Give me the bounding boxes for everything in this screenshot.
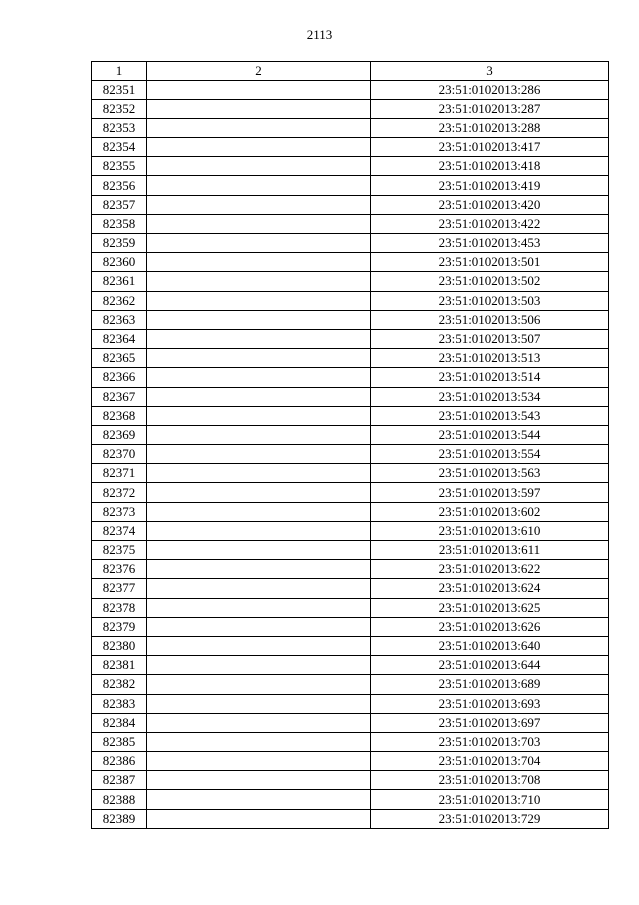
row-number-cell: 82355 [92,157,147,176]
cadastral-number-cell: 23:51:0102013:624 [371,579,609,598]
table-row [92,598,609,617]
empty-cell [147,157,371,176]
row-number-cell: 82376 [92,560,147,579]
row-number-cell: 82387 [92,771,147,790]
column-header-2: 2 [147,62,371,81]
table-row [92,138,609,157]
table-body [92,80,609,828]
table-row [92,176,609,195]
row-number-cell: 82366 [92,368,147,387]
empty-cell [147,675,371,694]
cadastral-number-cell: 23:51:0102013:729 [371,809,609,828]
cadastral-number-cell: 23:51:0102013:710 [371,790,609,809]
empty-cell [147,253,371,272]
cadastral-number-cell: 23:51:0102013:286 [371,80,609,99]
empty-cell [147,425,371,444]
row-number-cell: 82359 [92,234,147,253]
row-number-cell: 82364 [92,329,147,348]
row-number-cell: 82356 [92,176,147,195]
cadastral-number-cell: 23:51:0102013:288 [371,118,609,137]
table-row [92,790,609,809]
table-row [92,272,609,291]
cadastral-number-cell: 23:51:0102013:693 [371,694,609,713]
cadastral-number-cell: 23:51:0102013:563 [371,464,609,483]
empty-cell [147,790,371,809]
row-number-cell: 82353 [92,118,147,137]
cadastral-number-cell: 23:51:0102013:708 [371,771,609,790]
table-row [92,387,609,406]
empty-cell [147,118,371,137]
row-number-cell: 82379 [92,617,147,636]
empty-cell [147,176,371,195]
table-row [92,310,609,329]
empty-cell [147,310,371,329]
cadastral-number-cell: 23:51:0102013:697 [371,713,609,732]
cadastral-number-cell: 23:51:0102013:417 [371,138,609,157]
empty-cell [147,214,371,233]
cadastral-number-cell: 23:51:0102013:506 [371,310,609,329]
table-row [92,521,609,540]
empty-cell [147,713,371,732]
table-row [92,464,609,483]
row-number-cell: 82389 [92,809,147,828]
row-number-cell: 82357 [92,195,147,214]
table-row [92,502,609,521]
row-number-cell: 82388 [92,790,147,809]
empty-cell [147,579,371,598]
cadastral-number-cell: 23:51:0102013:544 [371,425,609,444]
row-number-cell: 82369 [92,425,147,444]
cadastral-number-cell: 23:51:0102013:503 [371,291,609,310]
empty-cell [147,195,371,214]
table-row [92,732,609,751]
row-number-cell: 82351 [92,80,147,99]
table-row [92,656,609,675]
cadastral-number-cell: 23:51:0102013:644 [371,656,609,675]
cadastral-number-cell: 23:51:0102013:689 [371,675,609,694]
empty-cell [147,809,371,828]
empty-cell [147,694,371,713]
empty-cell [147,387,371,406]
cadastral-number-cell: 23:51:0102013:622 [371,560,609,579]
table-row [92,329,609,348]
cadastral-number-cell: 23:51:0102013:597 [371,483,609,502]
table-row [92,560,609,579]
table-row [92,809,609,828]
empty-cell [147,138,371,157]
empty-cell [147,483,371,502]
empty-cell [147,521,371,540]
empty-cell [147,349,371,368]
cadastral-number-cell: 23:51:0102013:610 [371,521,609,540]
table-row [92,291,609,310]
empty-cell [147,291,371,310]
row-number-cell: 82358 [92,214,147,233]
table-row [92,406,609,425]
row-number-cell: 82363 [92,310,147,329]
cadastral-number-cell: 23:51:0102013:453 [371,234,609,253]
table-row [92,349,609,368]
column-header-3: 3 [371,62,609,81]
column-header-1: 1 [92,62,147,81]
row-number-cell: 82374 [92,521,147,540]
row-number-cell: 82382 [92,675,147,694]
row-number-cell: 82368 [92,406,147,425]
table-row [92,99,609,118]
empty-cell [147,406,371,425]
empty-cell [147,598,371,617]
table-row [92,80,609,99]
empty-cell [147,445,371,464]
row-number-cell: 82378 [92,598,147,617]
row-number-cell: 82384 [92,713,147,732]
cadastral-number-cell: 23:51:0102013:287 [371,99,609,118]
cadastral-number-cell: 23:51:0102013:602 [371,502,609,521]
row-number-cell: 82386 [92,752,147,771]
cadastral-number-cell: 23:51:0102013:703 [371,732,609,751]
row-number-cell: 82360 [92,253,147,272]
row-number-cell: 82375 [92,541,147,560]
empty-cell [147,272,371,291]
table-row [92,214,609,233]
row-number-cell: 82373 [92,502,147,521]
table-row [92,694,609,713]
empty-cell [147,752,371,771]
table-row [92,195,609,214]
cadastral-number-cell: 23:51:0102013:419 [371,176,609,195]
row-number-cell: 82381 [92,656,147,675]
empty-cell [147,636,371,655]
cadastral-number-cell: 23:51:0102013:625 [371,598,609,617]
cadastral-number-cell: 23:51:0102013:704 [371,752,609,771]
row-number-cell: 82370 [92,445,147,464]
row-number-cell: 82352 [92,99,147,118]
table-row [92,675,609,694]
empty-cell [147,80,371,99]
table-row [92,425,609,444]
cadastral-number-cell: 23:51:0102013:420 [371,195,609,214]
cadastral-number-cell: 23:51:0102013:640 [371,636,609,655]
cadastral-number-cell: 23:51:0102013:422 [371,214,609,233]
empty-cell [147,368,371,387]
empty-cell [147,656,371,675]
empty-cell [147,329,371,348]
table-row [92,636,609,655]
table-row [92,483,609,502]
empty-cell [147,541,371,560]
row-number-cell: 82383 [92,694,147,713]
row-number-cell: 82372 [92,483,147,502]
row-number-cell: 82377 [92,579,147,598]
table-row [92,752,609,771]
cadastral-number-cell: 23:51:0102013:543 [371,406,609,425]
empty-cell [147,234,371,253]
cadastral-number-cell: 23:51:0102013:501 [371,253,609,272]
cadastral-number-cell: 23:51:0102013:626 [371,617,609,636]
row-number-cell: 82380 [92,636,147,655]
row-number-cell: 82361 [92,272,147,291]
row-number-cell: 82354 [92,138,147,157]
row-number-cell: 82371 [92,464,147,483]
table-row [92,541,609,560]
page-number: 2113 [306,27,333,42]
empty-cell [147,560,371,579]
empty-cell [147,502,371,521]
empty-cell [147,99,371,118]
empty-cell [147,464,371,483]
cadastral-number-cell: 23:51:0102013:502 [371,272,609,291]
table-row [92,157,609,176]
table-row [92,234,609,253]
row-number-cell: 82362 [92,291,147,310]
row-number-cell: 82367 [92,387,147,406]
table-row [92,445,609,464]
table-row [92,713,609,732]
table-header-row [92,62,609,81]
cadastral-number-cell: 23:51:0102013:534 [371,387,609,406]
table-row [92,118,609,137]
empty-cell [147,732,371,751]
row-number-cell: 82385 [92,732,147,751]
cadastral-number-cell: 23:51:0102013:611 [371,541,609,560]
cadastral-table [91,61,609,829]
empty-cell [147,771,371,790]
table-row [92,771,609,790]
cadastral-number-cell: 23:51:0102013:554 [371,445,609,464]
table-row [92,617,609,636]
cadastral-number-cell: 23:51:0102013:418 [371,157,609,176]
empty-cell [147,617,371,636]
cadastral-number-cell: 23:51:0102013:507 [371,329,609,348]
cadastral-number-cell: 23:51:0102013:513 [371,349,609,368]
table-row [92,368,609,387]
row-number-cell: 82365 [92,349,147,368]
table-row [92,253,609,272]
table-row [92,579,609,598]
cadastral-number-cell: 23:51:0102013:514 [371,368,609,387]
